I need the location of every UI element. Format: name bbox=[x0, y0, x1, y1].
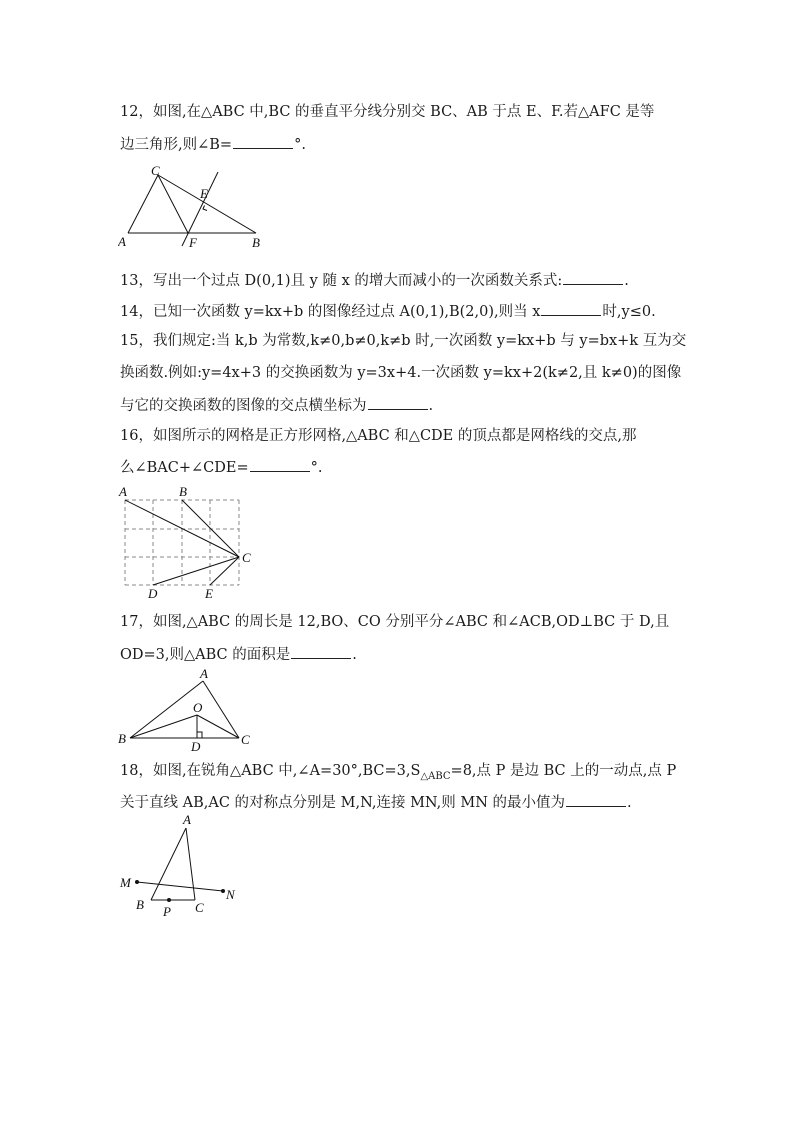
figure-12-triangle bbox=[118, 160, 278, 255]
point-label-o: O bbox=[193, 700, 203, 715]
point-label-e: E bbox=[205, 586, 213, 601]
problem-18-subscript: △ABC bbox=[420, 770, 451, 782]
point-label-a: A bbox=[183, 812, 191, 827]
problem-13 bbox=[120, 270, 629, 291]
answer-blank-13[interactable] bbox=[563, 270, 623, 285]
answer-blank-16[interactable] bbox=[250, 457, 310, 472]
problem-18-text: 18，如图,在锐角△ABC 中,∠A=30°,BC=3,S bbox=[120, 763, 421, 779]
problem-12-unit: °. bbox=[294, 137, 306, 153]
problem-16-line-1: 16，如图所示的网格是正方形网格,△ABC 和△CDE 的顶点都是网格线的交点,那 bbox=[120, 428, 637, 444]
problem-13-text: 13，写出一个过点 D(0,1)且 y 随 x 的增大而减小的一次函数关系式: bbox=[120, 273, 563, 289]
figure-17-triangle bbox=[115, 665, 265, 755]
point-label-n: N bbox=[226, 887, 235, 902]
problem-12-line-1: 12，如图,在△ABC 中,BC 的垂直平分线分别交 BC、AB 于点 E、F.若△AFC 是等 bbox=[120, 104, 655, 120]
point-label-m: M bbox=[120, 875, 131, 890]
point-label-d: D bbox=[191, 739, 201, 754]
answer-blank-15[interactable] bbox=[368, 395, 428, 410]
problem-17-line-1: 17，如图,△ABC 的周长是 12,BO、CO 分别平分∠ABC 和∠ACB,OD⊥BC 于 D,且 bbox=[120, 614, 670, 630]
point-label-b: B bbox=[252, 235, 260, 250]
problem-17-end: . bbox=[352, 647, 357, 663]
problem-14 bbox=[120, 301, 656, 322]
problem-14-end: 时,y≤0. bbox=[602, 304, 656, 320]
point-label-e: E bbox=[200, 186, 208, 201]
point-label-c: C bbox=[151, 163, 160, 178]
problem-18-end: . bbox=[627, 795, 632, 811]
point-label-p: P bbox=[163, 904, 171, 919]
point-label-a: A bbox=[119, 484, 127, 499]
problem-18-line-1 bbox=[120, 761, 676, 787]
problem-17-text: OD=3,则△ABC 的面积是 bbox=[120, 647, 291, 663]
point-label-f: F bbox=[189, 235, 197, 250]
answer-blank-17[interactable] bbox=[291, 644, 351, 659]
problem-12-line-2 bbox=[120, 134, 306, 155]
problem-15-end: . bbox=[428, 398, 434, 414]
problem-14-text: 14，已知一次函数 y=kx+b 的图像经过点 A(0,1),B(2,0),则当 x bbox=[120, 304, 541, 320]
figure-16-grid bbox=[115, 484, 265, 604]
problem-17-line-2 bbox=[120, 644, 357, 665]
answer-blank-12[interactable] bbox=[233, 134, 293, 149]
point-label-c: C bbox=[242, 550, 251, 565]
problem-13-end: . bbox=[624, 273, 629, 289]
problem-16-line-2 bbox=[120, 457, 322, 478]
problem-18-text-cont: =8,点 P 是边 BC 上的一动点,点 P bbox=[450, 763, 677, 779]
answer-blank-18[interactable] bbox=[566, 792, 626, 807]
point-label-b: B bbox=[179, 484, 187, 499]
point-label-b: B bbox=[136, 897, 144, 912]
figure-18-triangle bbox=[115, 808, 245, 923]
point-label-a: A bbox=[118, 234, 126, 249]
problem-15-line-2: 换函数.例如:y=4x+3 的交换函数为 y=3x+4.一次函数 y=kx+2(k≠2,且 k≠0)的图像 bbox=[120, 365, 682, 381]
problem-16-text: 么∠BAC+∠CDE= bbox=[120, 460, 249, 476]
problem-18-text-2: 关于直线 AB,AC 的对称点分别是 M,N,连接 MN,则 MN 的最小值为 bbox=[120, 795, 566, 811]
point-label-b: B bbox=[118, 731, 126, 746]
problem-15-text: 与它的交换函数的图像的交点横坐标为 bbox=[120, 398, 367, 414]
point-label-a: A bbox=[200, 666, 208, 681]
problem-16-unit: °. bbox=[310, 460, 323, 476]
problem-15-line-3 bbox=[120, 395, 433, 416]
point-label-c: C bbox=[241, 732, 250, 747]
answer-blank-14[interactable] bbox=[541, 301, 601, 316]
point-label-d: D bbox=[148, 586, 158, 601]
problem-15-line-1: 15，我们规定:当 k,b 为常数,k≠0,b≠0,k≠b 时,一次函数 y=kx+b 与 y=bx+k 互为交 bbox=[120, 333, 687, 349]
point-label-c: C bbox=[195, 900, 204, 915]
problem-12-text: 边三角形,则∠B= bbox=[120, 137, 233, 153]
